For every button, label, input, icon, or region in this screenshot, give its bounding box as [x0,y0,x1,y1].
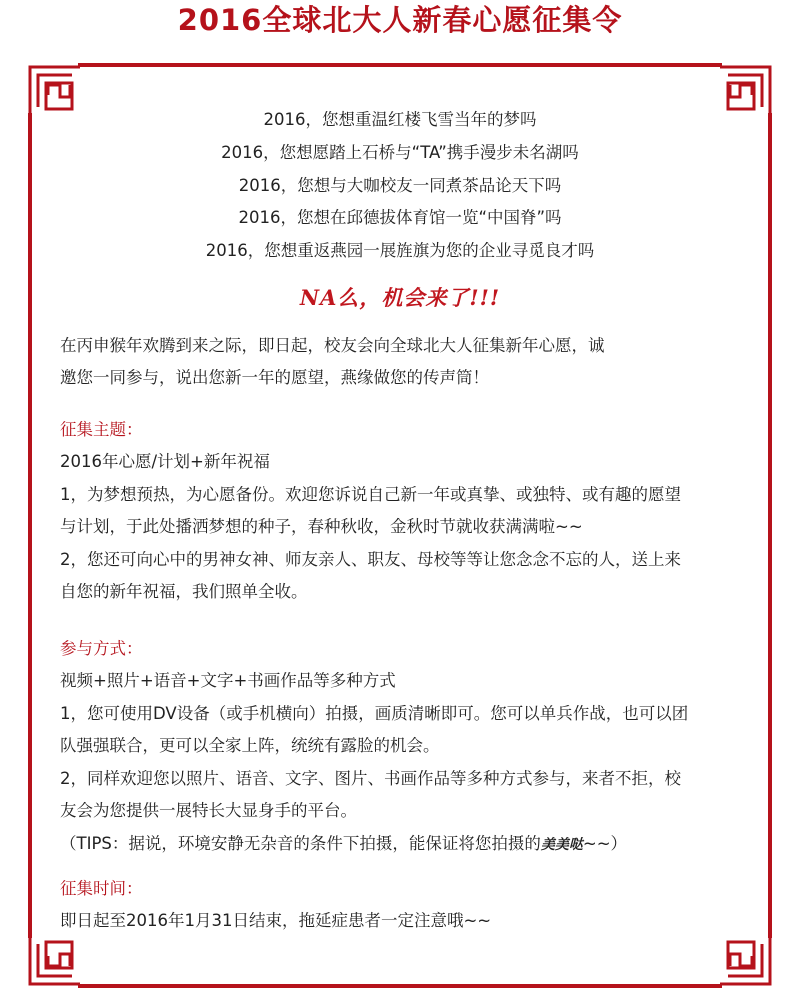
page-title: 2016全球北大人新春心愿征集令 [177,3,623,37]
method-line: 1，您可使用DV设备（或手机横向）拍摄，画质清晰即可。您可以单兵作战，也可以团 [60,704,689,723]
tips-suffix: ~~） [582,834,628,853]
tips-prefix: （TIPS：据说，环境安静无杂音的条件下拍摄，能保证将您拍摄的 [60,834,541,853]
paragraph-line: 邀您一同参与，说出您新一年的愿望，燕缘做您的传声筒！ [60,368,489,387]
method-heading: 参与方式： [60,639,143,658]
time-heading: 征集时间： [60,879,143,898]
method-line: 视频+照片+语音+文字+书画作品等多种方式 [60,671,396,690]
theme-line: 1，为梦想预热，为心愿备份。欢迎您诉说自己新一年或真挚、或独特、或有趣的愿望 [60,485,681,504]
method-line: 队强强联合，更可以全家上阵，统统有露脸的机会。 [60,736,440,755]
theme-line: 2016年心愿/计划+新年祝福 [60,452,270,471]
intro-line: 2016，您想与大咖校友一同煮茶品论天下吗 [238,176,562,195]
theme-line: 2，您还可向心中的男神女神、师友亲人、职友、母校等等让您念念不忘的人，送上来 [60,550,681,569]
method-line: 友会为您提供一展特长大显身手的平台。 [60,801,357,820]
intro-line: 2016，您想重温红楼飞雪当年的梦吗 [263,110,537,129]
tips-handwritten: 美美哒 [540,837,583,853]
tips-line [60,833,627,856]
theme-line: 自您的新年祝福，我们照单全收。 [60,582,308,601]
theme-heading: 征集主题： [60,420,143,439]
time-line: 即日起至2016年1月31日结束，拖延症患者一定注意哦~~ [60,911,492,930]
method-line: 2，同样欢迎您以照片、语音、文字、图片、书画作品等多种方式参与，来者不拒，校 [60,769,681,788]
paragraph-line: 在丙申猴年欢腾到来之际，即日起，校友会向全球北大人征集新年心愿，诚 [60,336,605,355]
intro-line: 2016，您想重返燕园一展旌旗为您的企业寻觅良才吗 [205,241,595,260]
slogan: NA么，机会来了!!! [299,285,501,310]
intro-line: 2016，您想在邱德拔体育馆一览“中国脊”吗 [238,208,562,227]
theme-line: 与计划，于此处播洒梦想的种子，春种秋收，金秋时节就收获满满啦~~ [60,517,583,536]
intro-line: 2016，您想愿踏上石桥与“TA”携手漫步未名湖吗 [221,143,579,162]
